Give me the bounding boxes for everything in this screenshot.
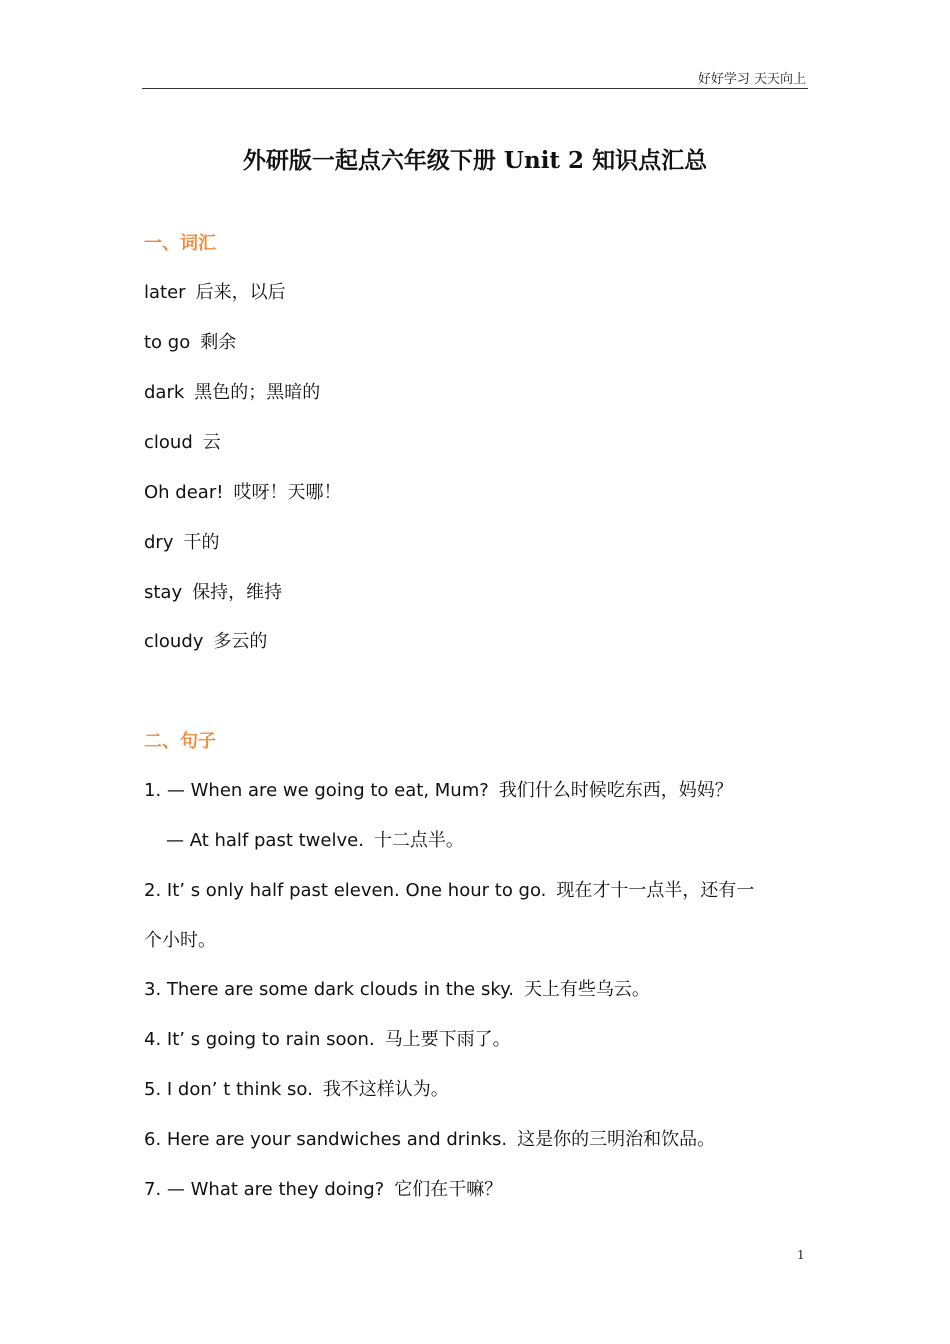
vocab-item <box>144 578 282 604</box>
vocab-item <box>144 428 221 454</box>
sentence-zh: 天上有些乌云。 <box>523 979 650 1000</box>
vocab-meaning: 保持，维持 <box>192 582 283 603</box>
vocab-item <box>144 528 219 554</box>
vocab-word: later <box>144 282 186 303</box>
vocab-word: stay <box>144 582 183 603</box>
sentence-line <box>144 1025 511 1051</box>
sentence-line <box>144 1075 449 1101</box>
vocab-word: cloud <box>144 432 193 453</box>
page-number: 1 <box>797 1248 805 1262</box>
sentence-en: 1. — When are we going to eat, Mum? <box>144 780 489 801</box>
page-header <box>142 66 808 89</box>
sentence-en: 4. It’ s going to rain soon. <box>144 1029 375 1050</box>
sentences-heading: 二、句子 <box>144 731 216 752</box>
sentence-en: 2. It’ s only half past eleven. One hour to go. <box>144 880 547 901</box>
sentence-line <box>144 776 733 802</box>
sentence-line <box>144 1125 715 1151</box>
sentence-line <box>144 876 754 902</box>
sentence-line-continued <box>144 926 216 952</box>
vocabulary-heading: 一、词汇 <box>144 233 216 254</box>
vocab-meaning: 黑色的；黑暗的 <box>194 382 321 403</box>
sentence-en: 6. Here are your sandwiches and drinks. <box>144 1129 508 1150</box>
sentence-en: 7. — What are they doing? <box>144 1179 385 1200</box>
vocab-item <box>144 627 267 653</box>
sentence-zh: 个小时。 <box>144 930 216 951</box>
vocab-word: Oh dear! <box>144 482 224 503</box>
vocab-word: dry <box>144 532 174 553</box>
vocab-meaning: 后来，以后 <box>195 282 286 303</box>
sentence-line <box>144 975 650 1001</box>
vocab-word: to go <box>144 332 191 353</box>
sentence-line <box>144 1175 502 1201</box>
sentence-en: 5. I don’ t think so. <box>144 1079 313 1100</box>
vocab-item <box>144 378 320 404</box>
vocab-meaning: 多云的 <box>213 631 268 652</box>
sentence-line <box>166 826 464 852</box>
vocab-meaning: 云 <box>202 432 221 453</box>
sentence-en: 3. There are some dark clouds in the sky. <box>144 979 514 1000</box>
document-title: 外研版一起点六年级下册 Unit 2 知识点汇总 <box>242 147 708 174</box>
sentence-zh: 现在才十一点半，还有一 <box>556 880 755 901</box>
header-motto: 好好学习 天天向上 <box>697 72 806 87</box>
vocab-word: dark <box>144 382 185 403</box>
sentence-zh: 它们在干嘛？ <box>394 1179 503 1200</box>
vocab-meaning: 剩余 <box>200 332 237 353</box>
vocab-item <box>144 328 236 354</box>
vocab-meaning: 哎呀！天哪！ <box>233 482 342 503</box>
vocab-item <box>144 478 341 504</box>
sentence-zh: 十二点半。 <box>373 830 464 851</box>
vocab-meaning: 干的 <box>183 532 220 553</box>
sentence-zh: 这是你的三明治和饮品。 <box>517 1129 716 1150</box>
vocab-word: cloudy <box>144 631 204 652</box>
sentence-zh: 我不这样认为。 <box>322 1079 449 1100</box>
sentence-zh: 马上要下雨了。 <box>384 1029 511 1050</box>
sentence-zh: 我们什么时候吃东西，妈妈？ <box>498 780 733 801</box>
vocab-item <box>144 278 286 304</box>
sentence-en: — At half past twelve. <box>166 830 364 851</box>
